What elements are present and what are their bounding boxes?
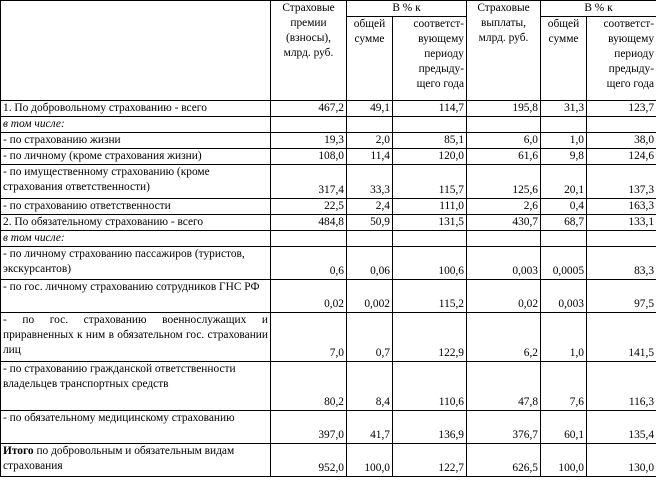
cell-premiums: 0,02: [271, 280, 347, 313]
cell-prev-right: 135,4: [587, 411, 656, 444]
table-row: [1, 149, 656, 165]
cell-share-right: 0,003: [541, 280, 587, 313]
cell-premiums: 484,8: [271, 215, 347, 231]
row-label: 1. По добровольному страхованию - всего: [1, 101, 271, 117]
cell-payouts: [467, 231, 541, 247]
cell-prev-right: 133,1: [587, 215, 656, 231]
total-row: [1, 444, 656, 477]
cell-share-right: 60,1: [541, 411, 587, 444]
cell-premiums: 0,6: [271, 247, 347, 280]
cell-prev-right: [587, 231, 656, 247]
cell-share-left: 0,002: [347, 280, 393, 313]
cell-payouts: 61,6: [467, 149, 541, 165]
row-label: в том числе:: [1, 117, 271, 133]
cell-payouts: 0,003: [467, 247, 541, 280]
total-label: [1, 444, 271, 477]
cell-premiums: [271, 117, 347, 133]
cell-share-left: [347, 231, 393, 247]
table-row: [1, 165, 656, 199]
cell-premiums: 7,0: [271, 313, 347, 362]
cell-share-left: 100,0: [347, 444, 393, 477]
table-row: [1, 133, 656, 149]
row-label: - по имущественному страхованию (кроме страхования ответственности): [1, 165, 271, 199]
cell-prev-left: 136,9: [393, 411, 467, 444]
cell-prev-left: 115,7: [393, 165, 467, 199]
header-row-top: [1, 1, 656, 17]
total-lead: Итого: [3, 445, 34, 457]
cell-premiums: 108,0: [271, 149, 347, 165]
cell-prev-right: 141,5: [587, 313, 656, 362]
header-prev-left: соответст-вующему периоду предыду-щего года: [393, 17, 467, 101]
cell-share-left: [347, 117, 393, 133]
cell-share-left: 0,7: [347, 313, 393, 362]
cell-prev-right: 123,7: [587, 101, 656, 117]
table-row: [1, 247, 656, 280]
cell-prev-left: [393, 231, 467, 247]
cell-payouts: 195,8: [467, 101, 541, 117]
cell-share-right: [541, 231, 587, 247]
cell-prev-left: 114,7: [393, 101, 467, 117]
cell-payouts: 376,7: [467, 411, 541, 444]
cell-prev-right: 97,5: [587, 280, 656, 313]
table-row: [1, 117, 656, 133]
row-label: 2. По обязательному страхованию - всего: [1, 215, 271, 231]
cell-premiums: 22,5: [271, 199, 347, 215]
table-row: [1, 280, 656, 313]
cell-premiums: 80,2: [271, 362, 347, 411]
cell-prev-right: [587, 117, 656, 133]
header-pct-group-left: В % к: [347, 1, 467, 17]
cell-prev-right: 124,6: [587, 149, 656, 165]
table-row: [1, 215, 656, 231]
header-prev-right: соответст-вующему периоду предыду-щего года: [587, 17, 656, 101]
cell-payouts: 6,0: [467, 133, 541, 149]
cell-prev-left: 122,7: [393, 444, 467, 477]
cell-share-right: [541, 117, 587, 133]
cell-prev-right: 83,3: [587, 247, 656, 280]
cell-share-right: 9,8: [541, 149, 587, 165]
cell-share-right: 68,7: [541, 215, 587, 231]
cell-share-left: 41,7: [347, 411, 393, 444]
cell-payouts: 47,8: [467, 362, 541, 411]
cell-share-right: 31,3: [541, 101, 587, 117]
cell-share-right: 20,1: [541, 165, 587, 199]
cell-share-right: 0,4: [541, 199, 587, 215]
table-row: [1, 362, 656, 411]
cell-prev-left: 115,2: [393, 280, 467, 313]
cell-share-left: 8,4: [347, 362, 393, 411]
cell-payouts: 6,2: [467, 313, 541, 362]
cell-prev-left: 111,0: [393, 199, 467, 215]
cell-share-right: 100,0: [541, 444, 587, 477]
row-label: - по личному страхованию пассажиров (туристов, экскурсантов): [1, 247, 271, 280]
cell-prev-right: 130,0: [587, 444, 656, 477]
cell-prev-left: 100,6: [393, 247, 467, 280]
cell-premiums: [271, 231, 347, 247]
row-label: - по страхованию ответственности: [1, 199, 271, 215]
table-row: [1, 101, 656, 117]
row-label: - по гос. личному страхованию сотрудников ГНС РФ: [1, 280, 271, 313]
cell-prev-left: 110,6: [393, 362, 467, 411]
header-premiums: Страховые премии (взносы), млрд. руб.: [271, 1, 347, 101]
cell-prev-right: 163,3: [587, 199, 656, 215]
cell-share-right: 7,6: [541, 362, 587, 411]
cell-payouts: 0,02: [467, 280, 541, 313]
cell-prev-left: 131,5: [393, 215, 467, 231]
header-blank-cell: [1, 1, 271, 101]
cell-prev-left: 120,0: [393, 149, 467, 165]
cell-prev-left: [393, 117, 467, 133]
table-row: [1, 199, 656, 215]
header-pct-group-right: В % к: [541, 1, 656, 17]
row-label: - по страхованию гражданской ответственности владельцев транспортных средств: [1, 362, 271, 411]
total-label-rest: по добровольным и обязательным видам страхования: [3, 445, 235, 472]
cell-payouts: 2,6: [467, 199, 541, 215]
cell-premiums: 397,0: [271, 411, 347, 444]
header-payouts: Страховые выплаты, млрд. руб.: [467, 1, 541, 101]
cell-share-left: 2,4: [347, 199, 393, 215]
cell-share-right: 1,0: [541, 313, 587, 362]
cell-share-right: 0,0005: [541, 247, 587, 280]
row-label: - по гос. страхованию военнослужащих и приравненных к ним в обязательном гос. страховании лиц: [1, 313, 271, 362]
cell-payouts: 125,6: [467, 165, 541, 199]
cell-payouts: 626,5: [467, 444, 541, 477]
cell-share-left: 2,0: [347, 133, 393, 149]
cell-premiums: 952,0: [271, 444, 347, 477]
cell-prev-left: 85,1: [393, 133, 467, 149]
header-share-left: общей сумме: [347, 17, 393, 101]
cell-prev-right: 137,3: [587, 165, 656, 199]
cell-premiums: 317,4: [271, 165, 347, 199]
cell-share-left: 0,06: [347, 247, 393, 280]
table-row: [1, 231, 656, 247]
row-label: - по обязательному медицинскому страхованию: [1, 411, 271, 444]
cell-share-left: 11,4: [347, 149, 393, 165]
row-label: в том числе:: [1, 231, 271, 247]
cell-prev-left: 122,9: [393, 313, 467, 362]
table-row: [1, 411, 656, 444]
cell-prev-right: 38,0: [587, 133, 656, 149]
table-row: [1, 313, 656, 362]
row-label: - по страхованию жизни: [1, 133, 271, 149]
cell-payouts: 430,7: [467, 215, 541, 231]
cell-premiums: 19,3: [271, 133, 347, 149]
cell-share-right: 1,0: [541, 133, 587, 149]
header-share-right: общей сумме: [541, 17, 587, 101]
row-label: - по личному (кроме страхования жизни): [1, 149, 271, 165]
cell-premiums: 467,2: [271, 101, 347, 117]
cell-share-left: 50,9: [347, 215, 393, 231]
cell-payouts: [467, 117, 541, 133]
cell-prev-right: 116,3: [587, 362, 656, 411]
cell-share-left: 49,1: [347, 101, 393, 117]
cell-share-left: 33,3: [347, 165, 393, 199]
